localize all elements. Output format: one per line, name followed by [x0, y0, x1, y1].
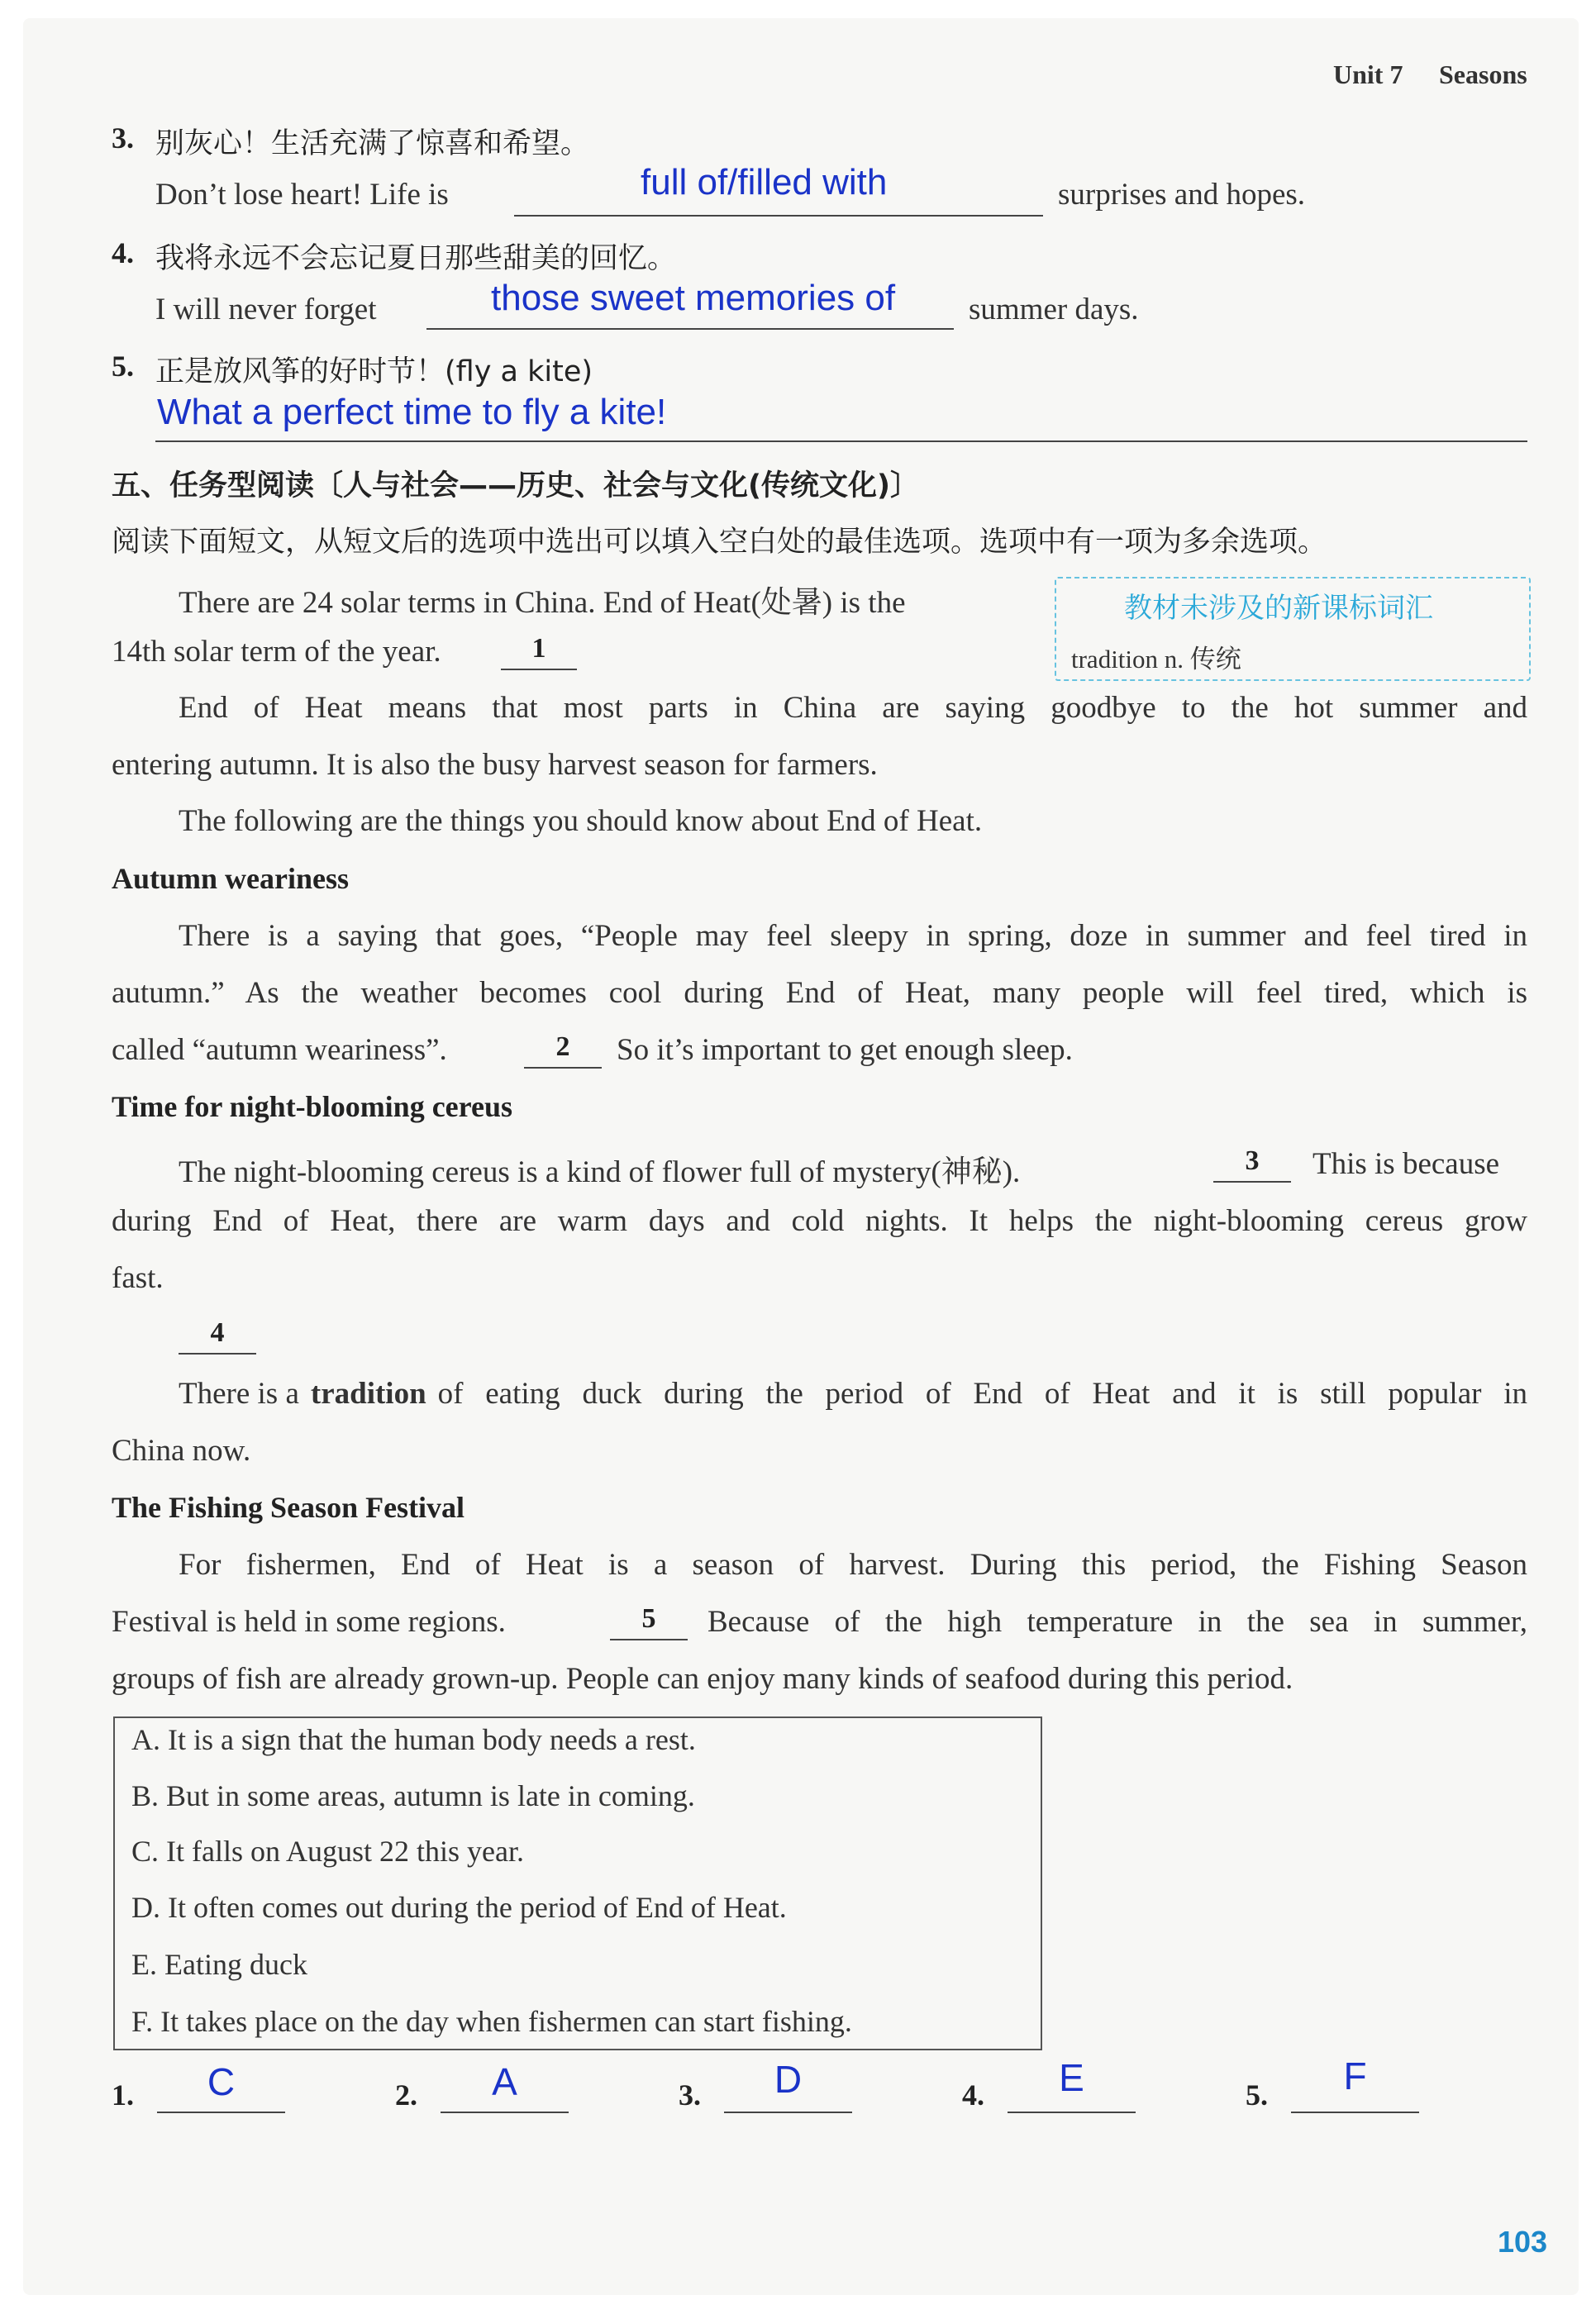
blank-1: 1 — [501, 633, 577, 670]
passage-p5-line1a: The night-blooming cereus is a kind of flower full of mystery(神秘). — [179, 1155, 1021, 1189]
passage-p6-line1 — [179, 1376, 1527, 1412]
item-4-number: 4. — [112, 236, 134, 269]
option-f: F. It takes place on the day when fishermen can start fishing. — [131, 2005, 852, 2038]
passage-p6-bold: tradition — [310, 1377, 426, 1411]
passage-p2-line1: End of Heat means that most parts in China are saying goodbye to the hot summer and — [179, 691, 1527, 725]
answer-4-value: E — [1059, 2056, 1084, 2099]
item-3-chinese: 别灰心！生活充满了惊喜和希望。 — [155, 127, 590, 160]
answer-1-line — [157, 2112, 285, 2113]
passage-p7-line1: For fishermen, End of Heat is a season of harvest. During this period, the Fishing Season — [179, 1548, 1527, 1582]
item-4-english-before: I will never forget — [155, 293, 377, 326]
passage-p6-line2: China now. — [112, 1434, 251, 1468]
passage-p7-line2b: Because of the high temperature in the sea in summer, — [707, 1605, 1527, 1639]
item-4-answer-line — [426, 328, 954, 330]
option-e: E. Eating duck — [131, 1948, 307, 1981]
page-number: 103 — [1498, 2225, 1548, 2259]
item-5-chinese: 正是放风筝的好时节！(fly a kite) — [155, 355, 593, 388]
option-a: A. It is a sign that the human body needs a rest. — [131, 1723, 696, 1756]
answer-3-number: 3. — [679, 2078, 701, 2112]
vocab-box — [1055, 577, 1531, 681]
answer-2-value: A — [492, 2060, 517, 2103]
heading-autumn-weariness: Autumn weariness — [112, 862, 350, 895]
blank-5: 5 — [610, 1603, 688, 1640]
passage-p4-line3b: So it’s important to get enough sleep. — [617, 1033, 1073, 1067]
passage-p7-line2a: Festival is held in some regions. — [112, 1605, 506, 1639]
unit-label: Unit 7 — [1333, 60, 1403, 89]
item-3-number: 3. — [112, 121, 134, 155]
passage-p5-line1b: This is because — [1313, 1147, 1500, 1181]
item-5-answer-line — [155, 440, 1527, 442]
option-b: B. But in some areas, autumn is late in coming. — [131, 1779, 695, 1812]
answer-5-line — [1291, 2112, 1419, 2113]
section-instruction: 阅读下面短文，从短文后的选项中选出可以填入空白处的最佳选项。选项中有一项为多余选项。 — [112, 526, 1327, 559]
section-title: 五、任务型阅读〔人与社会——历史、社会与文化(传统文化)〕 — [112, 469, 919, 502]
item-3-english-before: Don’t lose heart! Life is — [155, 178, 449, 212]
answer-3-value: D — [774, 2058, 803, 2101]
answer-3-line — [724, 2112, 852, 2113]
passage-p4-line3a: called “autumn weariness”. — [112, 1033, 447, 1067]
passage-p6-pre: There is a — [179, 1377, 299, 1411]
vocab-box-title: 教材未涉及的新课标词汇 — [1124, 592, 1433, 625]
answer-2-number: 2. — [395, 2078, 417, 2112]
item-4-english-after: summer days. — [969, 293, 1139, 326]
answer-5-number: 5. — [1246, 2078, 1268, 2112]
answer-1-value: C — [207, 2060, 236, 2103]
item-3-answer: full of/filled with — [641, 162, 888, 202]
heading-night-blooming-cereus: Time for night-blooming cereus — [112, 1090, 512, 1123]
passage-p5-line2: during End of Heat, there are warm days and cold nights. It helps the night-blooming cereus grow — [112, 1204, 1527, 1238]
item-4-chinese: 我将永远不会忘记夏日那些甜美的回忆。 — [155, 242, 677, 275]
answer-4-line — [1008, 2112, 1136, 2113]
passage-p3: The following are the things you should know about End of Heat. — [179, 804, 983, 838]
passage-p2-line2: entering autumn. It is also the busy harvest season for farmers. — [112, 748, 878, 782]
blank-4: 4 — [179, 1317, 256, 1355]
item-5-answer: What a perfect time to fly a kite! — [157, 392, 667, 432]
item-3-answer-line — [514, 215, 1043, 217]
blank-3: 3 — [1213, 1145, 1291, 1183]
answer-2-line — [441, 2112, 569, 2113]
passage-p7-line3: groups of fish are already grown-up. People can enjoy many kinds of seafood during this period. — [112, 1662, 1293, 1696]
passage-p6-post: of eating duck during the period of End of Heat and it is still popular in — [437, 1377, 1527, 1411]
options-box — [113, 1716, 1042, 2050]
item-3-english-after: surprises and hopes. — [1058, 178, 1306, 212]
option-d: D. It often comes out during the period of End of Heat. — [131, 1891, 787, 1924]
item-4-answer: those sweet memories of — [491, 278, 896, 318]
passage-p1-line1: There are 24 solar terms in China. End of Heat(处暑) is the — [179, 586, 906, 620]
item-5-number: 5. — [112, 350, 134, 383]
passage-p4-line2: autumn.” As the weather becomes cool during End of Heat, many people will feel tired, which is — [112, 976, 1527, 1010]
blank-2: 2 — [524, 1031, 602, 1069]
answer-4-number: 4. — [962, 2078, 984, 2112]
passage-p1-line2: 14th solar term of the year. — [112, 635, 441, 669]
option-c: C. It falls on August 22 this year. — [131, 1835, 524, 1868]
passage-p4-line1: There is a saying that goes, “People may feel sleepy in spring, doze in summer and feel tired in — [179, 919, 1527, 953]
passage-p5-line3: fast. — [112, 1261, 164, 1295]
answer-1-number: 1. — [112, 2078, 134, 2112]
vocab-box-entry: tradition n. 传统 — [1071, 645, 1241, 674]
unit-title: Seasons — [1439, 60, 1527, 89]
answer-5-value: F — [1343, 2055, 1367, 2097]
heading-fishing-season-festival: The Fishing Season Festival — [112, 1491, 465, 1524]
